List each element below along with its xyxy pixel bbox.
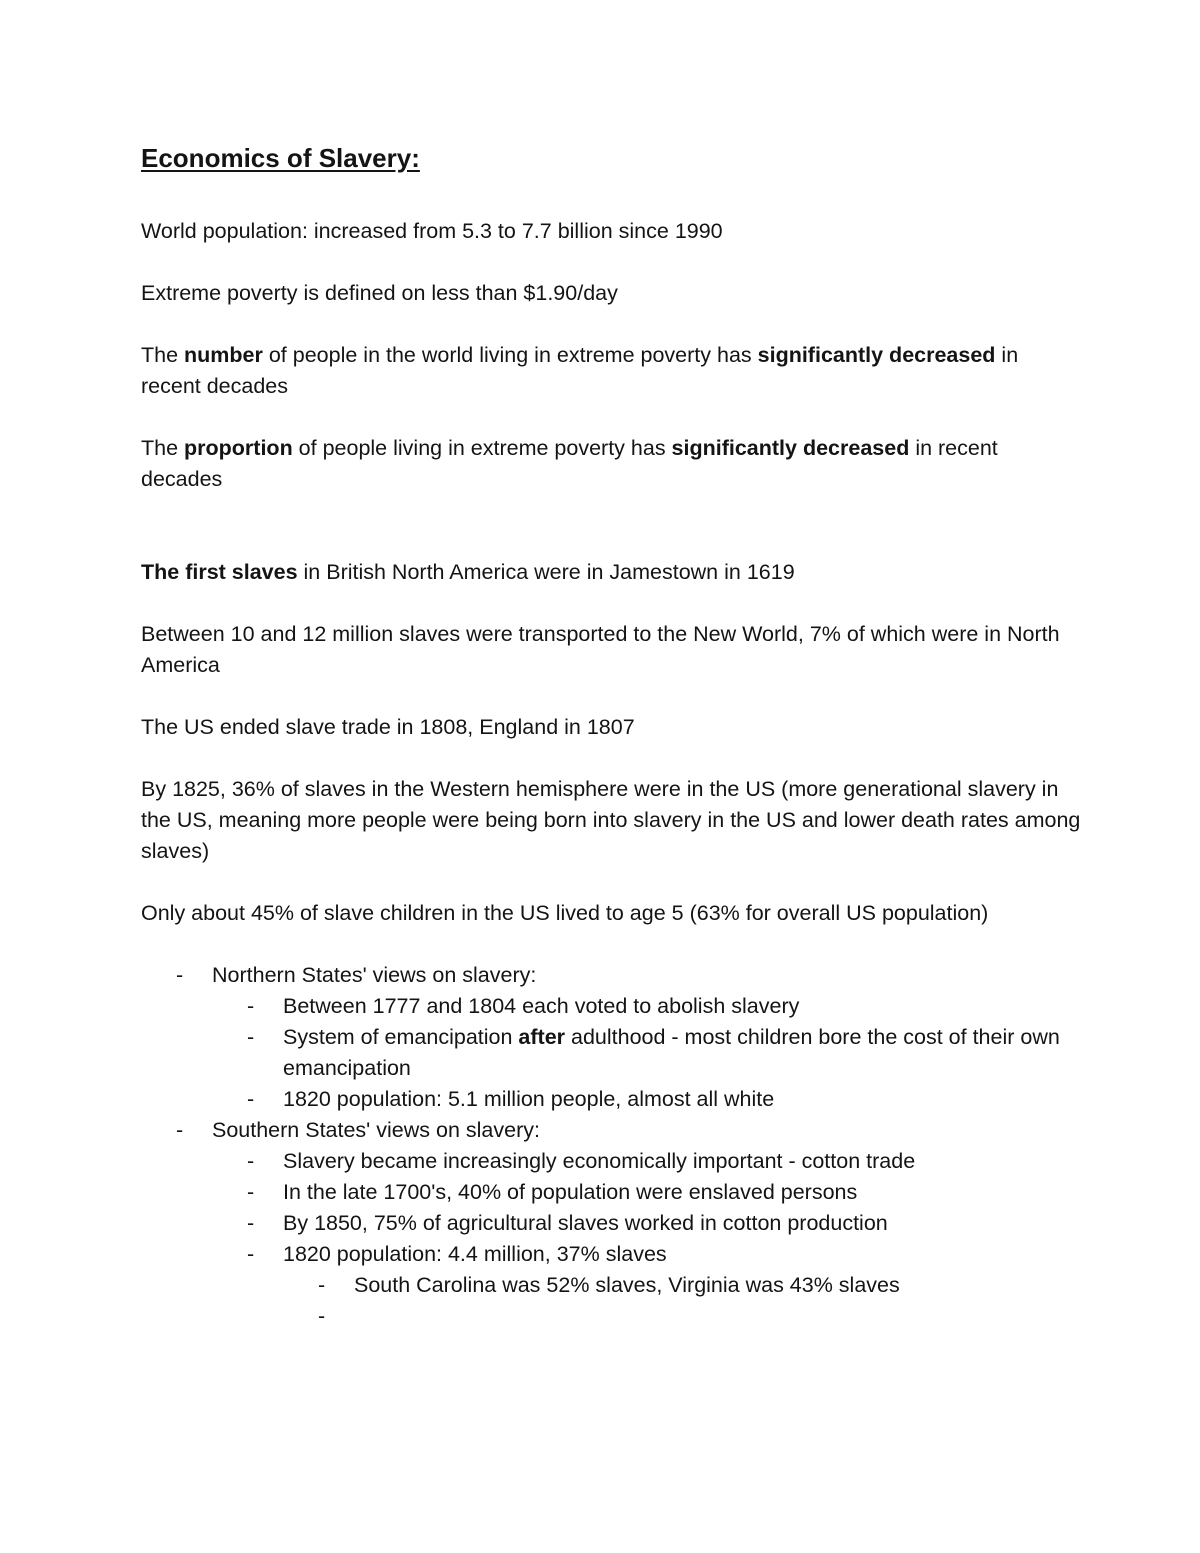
- paragraph-first-slaves: [141, 557, 1081, 588]
- paragraph-slaves-transported: Between 10 and 12 million slaves were transported to the New World, 7% of which were in North America: [141, 622, 1060, 677]
- list-item: [212, 1239, 1081, 1332]
- text-run: in recent decades: [141, 343, 1019, 398]
- text-run: System of emancipation: [283, 1025, 519, 1049]
- text-run: The: [141, 343, 185, 367]
- list-item: - 1820 population: 5.1 million people, almost all white: [212, 1084, 1081, 1115]
- text-run: of people in the world living in extreme poverty has: [262, 343, 758, 367]
- paragraph-child-survival: Only about 45% of slave children in the US lived to age 5 (63% for overall US population): [141, 901, 989, 925]
- list-item: - In the late 1700's, 40% of population were enslaved persons: [212, 1177, 1081, 1208]
- text-run: The: [141, 436, 185, 460]
- text-run: in recent decades: [141, 436, 998, 491]
- text-run: of people living in extreme poverty has: [292, 436, 672, 460]
- list-item-southern-states: [141, 1115, 1081, 1332]
- text-run: in British North America were in Jamestown in 1619: [297, 560, 795, 584]
- document-page: [141, 140, 1081, 1332]
- paragraph-number-in-poverty: [141, 340, 1081, 402]
- states-views-list: [141, 960, 1081, 1332]
- paragraph-proportion-in-poverty: [141, 433, 1081, 495]
- list-item: - South Carolina was 52% slaves, Virginia was 43% slaves: [283, 1270, 1081, 1301]
- southern-states-sublist: [212, 1146, 1081, 1332]
- paragraph-world-population: World population: increased from 5.3 to 7.7 billion since 1990: [141, 219, 723, 243]
- northern-states-sublist: [212, 991, 1081, 1115]
- list-item: - Between 1777 and 1804 each voted to abolish slavery: [212, 991, 1081, 1022]
- list-item-northern-states: [141, 960, 1081, 1115]
- list-item-label: Southern States' views on slavery:: [212, 1118, 540, 1142]
- bold-text: number: [184, 343, 263, 367]
- list-item: [212, 1022, 1081, 1084]
- list-item: - Slavery became increasingly economically important - cotton trade: [212, 1146, 1081, 1177]
- paragraph-slave-trade-ended: The US ended slave trade in 1808, England in 1807: [141, 715, 635, 739]
- paragraph-slaves-1825: By 1825, 36% of slaves in the Western hemisphere were in the US (more generational slavery in the US, meaning more people were being born into slavery in the US and lower death rates among slaves): [141, 777, 1081, 863]
- bold-text: significantly decreased: [671, 436, 910, 460]
- page-title: Economics of Slavery:: [141, 143, 420, 173]
- text-run: adulthood - most children bore the cost of their own emancipation: [283, 1025, 1060, 1080]
- bold-text: The first slaves: [141, 560, 298, 584]
- paragraph-extreme-poverty-definition: Extreme poverty is defined on less than $1.90/day: [141, 281, 618, 305]
- bold-text: significantly decreased: [757, 343, 996, 367]
- list-item: - By 1850, 75% of agricultural slaves worked in cotton production: [212, 1208, 1081, 1239]
- list-item-label: 1820 population: 4.4 million, 37% slaves: [283, 1242, 667, 1266]
- bold-text: proportion: [184, 436, 293, 460]
- bold-text: after: [518, 1025, 566, 1049]
- southern-population-sublist: [283, 1270, 1081, 1332]
- list-item-empty: [283, 1301, 1081, 1332]
- list-item-label: Northern States' views on slavery:: [212, 963, 537, 987]
